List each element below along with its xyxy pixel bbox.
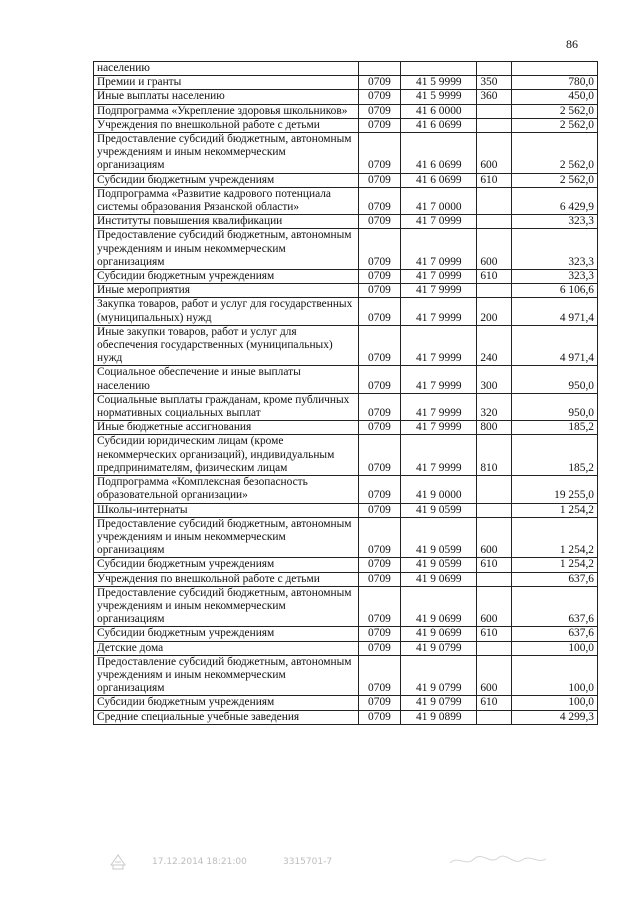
row-section-cell: 0709 xyxy=(358,104,401,118)
row-amount-cell: 19 255,0 xyxy=(512,476,598,503)
row-type-cell: 600 xyxy=(477,133,512,174)
row-name-cell: Предоставление субсидий бюджетным, автономным учреждениям и иным некоммерческим организациям xyxy=(94,133,359,174)
row-name-cell: Предоставление субсидий бюджетным, автономным учреждениям и иным некоммерческим организациям xyxy=(94,517,359,558)
table-row xyxy=(94,62,598,76)
table-row xyxy=(94,366,598,393)
row-section-cell: 0709 xyxy=(358,655,401,696)
row-name-cell: Премии и гранты xyxy=(94,76,359,90)
row-amount-cell: 4 971,4 xyxy=(512,298,598,325)
row-type-cell: 200 xyxy=(477,298,512,325)
row-code-cell: 41 6 0699 xyxy=(401,133,477,174)
table-row xyxy=(94,229,598,270)
table-row xyxy=(94,517,598,558)
row-name-cell: Школы-интернаты xyxy=(94,503,359,517)
row-type-cell xyxy=(477,187,512,214)
table-row xyxy=(94,76,598,90)
row-code-cell: 41 6 0000 xyxy=(401,104,477,118)
row-code-cell: 41 9 0799 xyxy=(401,641,477,655)
row-name-cell: Социальные выплаты гражданам, кроме публичных нормативных социальных выплат xyxy=(94,393,359,420)
row-type-cell: 610 xyxy=(477,696,512,710)
row-name-cell: Иные закупки товаров, работ и услуг для обеспечения государственных (муниципальных) нужд xyxy=(94,325,359,366)
row-name-cell: Учреждения по внешкольной работе с детьми xyxy=(94,118,359,132)
row-name-cell: Субсидии бюджетным учреждениям xyxy=(94,270,359,284)
row-code-cell: 41 7 0999 xyxy=(401,229,477,270)
row-amount-cell: 6 106,6 xyxy=(512,284,598,298)
row-code-cell: 41 9 0799 xyxy=(401,696,477,710)
row-amount-cell: 4 971,4 xyxy=(512,325,598,366)
row-code-cell: 41 7 9999 xyxy=(401,366,477,393)
page-number: 86 xyxy=(566,37,578,51)
row-section-cell: 0709 xyxy=(358,435,401,476)
row-section-cell: 0709 xyxy=(358,586,401,627)
table-row xyxy=(94,133,598,174)
row-name-cell: Предоставление субсидий бюджетным, автономным учреждениям и иным некоммерческим организациям xyxy=(94,586,359,627)
row-code-cell: 41 9 0699 xyxy=(401,572,477,586)
budget-table-body xyxy=(94,62,598,725)
row-amount-cell: 323,3 xyxy=(512,215,598,229)
row-section-cell: 0709 xyxy=(358,90,401,104)
row-amount-cell: 1 254,2 xyxy=(512,517,598,558)
row-amount-cell: 100,0 xyxy=(512,696,598,710)
row-type-cell: 600 xyxy=(477,586,512,627)
table-row xyxy=(94,558,598,572)
row-section-cell: 0709 xyxy=(358,572,401,586)
row-type-cell xyxy=(477,476,512,503)
row-name-cell: Субсидии бюджетным учреждениям xyxy=(94,558,359,572)
table-row xyxy=(94,710,598,724)
row-code-cell: 41 7 9999 xyxy=(401,284,477,298)
row-amount-cell: 1 254,2 xyxy=(512,503,598,517)
table-row xyxy=(94,393,598,420)
row-code-cell: 41 7 9999 xyxy=(401,421,477,435)
row-section-cell: 0709 xyxy=(358,270,401,284)
row-code-cell: 41 9 0699 xyxy=(401,586,477,627)
row-section-cell xyxy=(358,62,401,76)
row-section-cell: 0709 xyxy=(358,187,401,214)
row-amount-cell: 780,0 xyxy=(512,76,598,90)
footer xyxy=(108,851,548,871)
footer-code: 3315701-7 xyxy=(283,857,333,867)
table-row xyxy=(94,90,598,104)
row-section-cell: 0709 xyxy=(358,696,401,710)
row-code-cell: 41 9 0599 xyxy=(401,517,477,558)
row-amount-cell: 2 562,0 xyxy=(512,173,598,187)
row-code-cell: 41 9 0899 xyxy=(401,710,477,724)
row-amount-cell: 950,0 xyxy=(512,366,598,393)
row-amount-cell: 450,0 xyxy=(512,90,598,104)
row-amount-cell: 2 562,0 xyxy=(512,133,598,174)
row-amount-cell: 637,6 xyxy=(512,572,598,586)
row-amount-cell: 323,3 xyxy=(512,270,598,284)
row-code-cell: 41 9 0599 xyxy=(401,503,477,517)
row-amount-cell: 185,2 xyxy=(512,435,598,476)
row-amount-cell: 100,0 xyxy=(512,655,598,696)
row-code-cell: 41 9 0599 xyxy=(401,558,477,572)
row-type-cell xyxy=(477,284,512,298)
row-code-cell xyxy=(401,62,477,76)
row-name-cell: Иные бюджетные ассигнования xyxy=(94,421,359,435)
row-name-cell: Закупка товаров, работ и услуг для государственных (муниципальных) нужд xyxy=(94,298,359,325)
row-name-cell: Подпрограмма «Развитие кадрового потенциала системы образования Рязанской области» xyxy=(94,187,359,214)
row-code-cell: 41 5 9999 xyxy=(401,76,477,90)
row-type-cell: 600 xyxy=(477,229,512,270)
row-amount-cell: 2 562,0 xyxy=(512,104,598,118)
row-name-cell: Подпрограмма «Укрепление здоровья школьников» xyxy=(94,104,359,118)
row-type-cell xyxy=(477,641,512,655)
row-type-cell: 610 xyxy=(477,558,512,572)
row-amount-cell: 6 429,9 xyxy=(512,187,598,214)
row-name-cell: Детские дома xyxy=(94,641,359,655)
row-name-cell: Субсидии бюджетным учреждениям xyxy=(94,696,359,710)
row-type-cell xyxy=(477,503,512,517)
table-row xyxy=(94,476,598,503)
row-amount-cell: 323,3 xyxy=(512,229,598,270)
row-amount-cell: 2 562,0 xyxy=(512,118,598,132)
row-type-cell: 810 xyxy=(477,435,512,476)
row-type-cell: 600 xyxy=(477,655,512,696)
table-row xyxy=(94,104,598,118)
row-type-cell xyxy=(477,215,512,229)
row-amount-cell: 100,0 xyxy=(512,641,598,655)
row-code-cell: 41 7 0999 xyxy=(401,270,477,284)
row-type-cell: 600 xyxy=(477,517,512,558)
row-name-cell: Иные мероприятия xyxy=(94,284,359,298)
row-section-cell: 0709 xyxy=(358,173,401,187)
row-name-cell: Субсидии юридическим лицам (кроме некоммерческих организаций), индивидуальным предпринимателям, физическим лицам xyxy=(94,435,359,476)
row-code-cell: 41 7 9999 xyxy=(401,325,477,366)
row-section-cell: 0709 xyxy=(358,710,401,724)
row-type-cell xyxy=(477,104,512,118)
row-name-cell: Институты повышения квалификации xyxy=(94,215,359,229)
row-code-cell: 41 7 0000 xyxy=(401,187,477,214)
row-type-cell: 800 xyxy=(477,421,512,435)
row-section-cell: 0709 xyxy=(358,133,401,174)
row-section-cell: 0709 xyxy=(358,503,401,517)
footer-date: 17.12.2014 18:21:00 xyxy=(152,857,247,867)
table-row xyxy=(94,641,598,655)
table-row xyxy=(94,215,598,229)
row-name-cell: Субсидии бюджетным учреждениям xyxy=(94,627,359,641)
row-amount-cell: 4 299,3 xyxy=(512,710,598,724)
table-row xyxy=(94,173,598,187)
row-name-cell: Социальное обеспечение и иные выплаты населению xyxy=(94,366,359,393)
row-code-cell: 41 6 0699 xyxy=(401,173,477,187)
row-code-cell: 41 7 0999 xyxy=(401,215,477,229)
row-section-cell: 0709 xyxy=(358,476,401,503)
row-amount-cell: 637,6 xyxy=(512,586,598,627)
row-type-cell xyxy=(477,572,512,586)
row-code-cell: 41 7 9999 xyxy=(401,298,477,325)
table-row xyxy=(94,572,598,586)
row-code-cell: 41 7 9999 xyxy=(401,435,477,476)
row-name-cell: Предоставление субсидий бюджетным, автономным учреждениям и иным некоммерческим организациям xyxy=(94,229,359,270)
table-row xyxy=(94,435,598,476)
table-row xyxy=(94,586,598,627)
row-name-cell: Предоставление субсидий бюджетным, автономным учреждениям и иным некоммерческим организациям xyxy=(94,655,359,696)
table-row xyxy=(94,655,598,696)
row-section-cell: 0709 xyxy=(358,284,401,298)
row-amount-cell: 1 254,2 xyxy=(512,558,598,572)
table-row xyxy=(94,421,598,435)
row-type-cell: 300 xyxy=(477,366,512,393)
row-section-cell: 0709 xyxy=(358,627,401,641)
row-section-cell: 0709 xyxy=(358,366,401,393)
table-row xyxy=(94,503,598,517)
row-type-cell: 610 xyxy=(477,627,512,641)
row-type-cell: 320 xyxy=(477,393,512,420)
row-type-cell: 610 xyxy=(477,173,512,187)
row-name-cell: Средние специальные учебные заведения xyxy=(94,710,359,724)
row-section-cell: 0709 xyxy=(358,325,401,366)
row-section-cell: 0709 xyxy=(358,298,401,325)
row-section-cell: 0709 xyxy=(358,558,401,572)
row-type-cell xyxy=(477,118,512,132)
row-amount-cell: 950,0 xyxy=(512,393,598,420)
row-type-cell: 610 xyxy=(477,270,512,284)
row-code-cell: 41 9 0000 xyxy=(401,476,477,503)
table-row xyxy=(94,298,598,325)
row-type-cell: 350 xyxy=(477,76,512,90)
row-amount-cell xyxy=(512,62,598,76)
row-section-cell: 0709 xyxy=(358,229,401,270)
row-amount-cell: 637,6 xyxy=(512,627,598,641)
row-name-cell: Иные выплаты населению xyxy=(94,90,359,104)
row-section-cell: 0709 xyxy=(358,421,401,435)
table-row xyxy=(94,270,598,284)
table-row xyxy=(94,118,598,132)
table-row xyxy=(94,284,598,298)
row-amount-cell: 185,2 xyxy=(512,421,598,435)
row-type-cell: 360 xyxy=(477,90,512,104)
row-code-cell: 41 7 9999 xyxy=(401,393,477,420)
row-type-cell xyxy=(477,710,512,724)
row-code-cell: 41 9 0799 xyxy=(401,655,477,696)
table-row xyxy=(94,187,598,214)
row-code-cell: 41 9 0699 xyxy=(401,627,477,641)
document-stamp-icon xyxy=(108,851,128,871)
row-section-cell: 0709 xyxy=(358,641,401,655)
row-section-cell: 0709 xyxy=(358,118,401,132)
row-name-cell: Подпрограмма «Комплексная безопасность образовательной организации» xyxy=(94,476,359,503)
row-section-cell: 0709 xyxy=(358,517,401,558)
row-name-cell: Учреждения по внешкольной работе с детьми xyxy=(94,572,359,586)
table-row xyxy=(94,696,598,710)
row-section-cell: 0709 xyxy=(358,215,401,229)
row-type-cell xyxy=(477,62,512,76)
table-row xyxy=(94,627,598,641)
row-section-cell: 0709 xyxy=(358,393,401,420)
row-name-cell: Субсидии бюджетным учреждениям xyxy=(94,173,359,187)
budget-table xyxy=(93,61,598,725)
row-name-cell: населению xyxy=(94,62,359,76)
table-row xyxy=(94,325,598,366)
faint-signature-mark xyxy=(448,853,548,869)
row-type-cell: 240 xyxy=(477,325,512,366)
row-section-cell: 0709 xyxy=(358,76,401,90)
row-code-cell: 41 6 0699 xyxy=(401,118,477,132)
row-code-cell: 41 5 9999 xyxy=(401,90,477,104)
